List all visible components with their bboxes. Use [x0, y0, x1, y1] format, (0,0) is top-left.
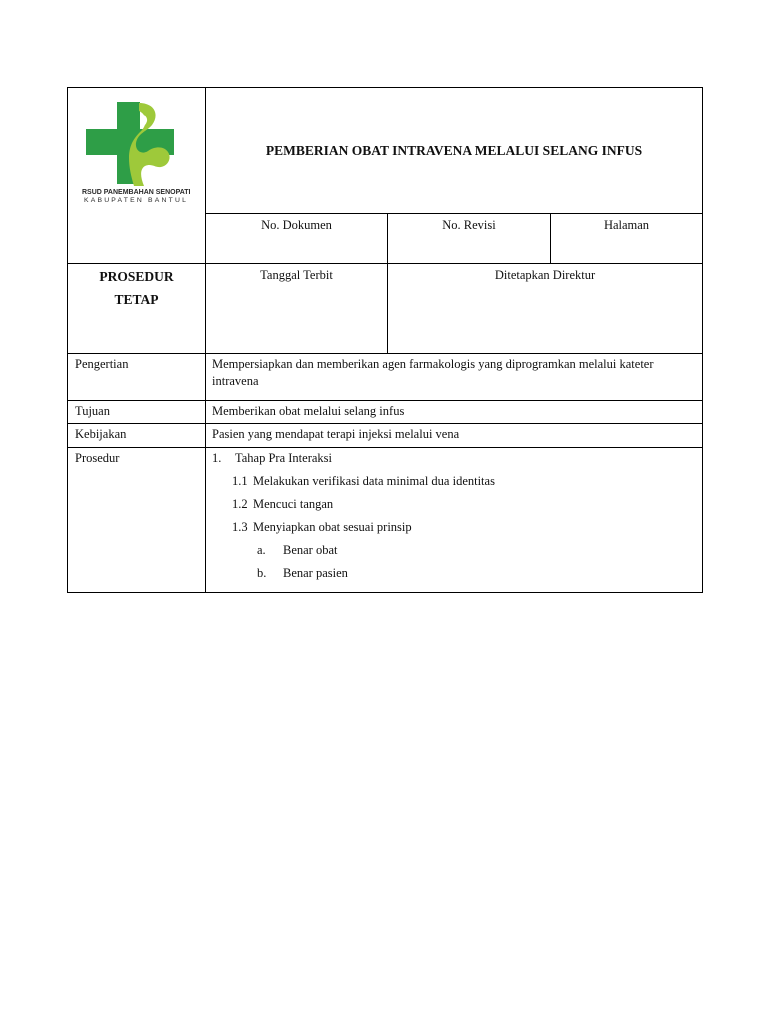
no-revisi-label: No. Revisi: [388, 214, 551, 264]
document-title: PEMBERIAN OBAT INTRAVENA MELALUI SELANG INFUS: [206, 88, 703, 214]
tujuan-label: Tujuan: [68, 401, 206, 424]
prosedur-steps: [206, 448, 703, 593]
prosedur-label: Prosedur: [68, 448, 206, 593]
kebijakan-label: Kebijakan: [68, 424, 206, 448]
step-number: 1.: [212, 451, 222, 465]
substep-item: [232, 496, 696, 519]
tanggal-terbit-label: Tanggal Terbit: [206, 264, 388, 354]
substep-item: [232, 473, 696, 496]
sop-table: [67, 87, 703, 593]
org-name-line1: RSUD PANEMBAHAN SENOPATI: [81, 189, 191, 196]
prosedur-tetap-line1: PROSEDUR: [99, 269, 174, 284]
letter-marker: b.: [257, 566, 267, 580]
hospital-logo: [81, 88, 192, 204]
letter-item: [257, 542, 696, 565]
tujuan-value: Memberikan obat melalui selang infus: [206, 401, 703, 424]
step-item: [212, 450, 696, 473]
ditetapkan-direktur-label: Ditetapkan Direktur: [388, 264, 703, 354]
substep-number: 1.1: [232, 474, 248, 488]
no-dokumen-label: No. Dokumen: [206, 214, 388, 264]
letter-text: Benar pasien: [283, 566, 348, 580]
pengertian-value: Mempersiapkan dan memberikan agen farmakologis yang diprogramkan melalui kateter intravena: [206, 354, 703, 401]
org-name-line2: KABUPATEN BANTUL: [83, 197, 188, 204]
halaman-label: Halaman: [551, 214, 703, 264]
substep-item: [232, 519, 696, 542]
step-text: Tahap Pra Interaksi: [235, 451, 333, 465]
logo-cell: [68, 88, 206, 264]
pengertian-label: Pengertian: [68, 354, 206, 401]
letter-marker: a.: [257, 543, 266, 557]
prosedur-tetap-line2: TETAP: [114, 292, 159, 307]
kebijakan-value: Pasien yang mendapat terapi injeksi melalui vena: [206, 424, 703, 448]
substep-text: Menyiapkan obat sesuai prinsip: [253, 520, 412, 534]
substep-text: Melakukan verifikasi data minimal dua identitas: [253, 474, 495, 488]
letter-text: Benar obat: [283, 543, 338, 557]
letter-item: [257, 565, 696, 588]
substep-text: Mencuci tangan: [253, 497, 334, 511]
substep-number: 1.3: [232, 520, 248, 534]
substep-number: 1.2: [232, 497, 248, 511]
cross-shape: [86, 102, 174, 184]
prosedur-tetap-heading: [68, 264, 206, 354]
